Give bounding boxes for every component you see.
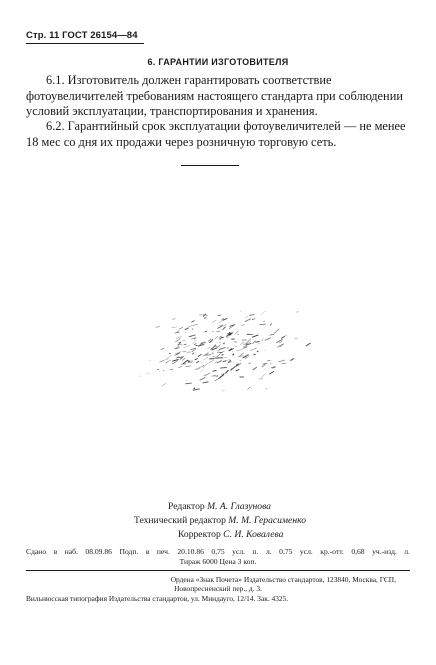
speckle-mark: [259, 324, 265, 325]
speckle-mark: [263, 321, 265, 322]
speckle-mark: [195, 359, 198, 360]
speckle-mark: [179, 327, 183, 329]
paragraph-6-1: [26, 73, 410, 120]
speckle-mark: [270, 334, 275, 335]
speckle-mark: [269, 371, 274, 374]
credit-editor: [168, 500, 271, 514]
speckle-mark: [258, 344, 260, 345]
speckle-mark: [184, 345, 190, 348]
speckle-mark: [286, 335, 287, 336]
credit-technical-editor: [134, 514, 306, 528]
speckle-mark: [185, 328, 189, 330]
speckle-mark: [277, 346, 279, 347]
speckle-mark: [209, 360, 215, 363]
speckle-mark: [270, 323, 272, 325]
speckle-mark: [252, 319, 255, 320]
paragraph-text: 6.1. Изготовитель должен гарантировать соответствие фотоувеличителей требованиям настоящего стандарта при соблюдении условий эксплуатации, транспортирования и хранения.: [26, 73, 403, 118]
speckle-mark: [146, 373, 148, 374]
speckle-mark: [226, 370, 229, 373]
publisher-block: [26, 575, 410, 603]
speckle-mark: [275, 329, 280, 334]
speckle-mark: [218, 326, 223, 329]
speckle-mark: [217, 354, 221, 357]
speckle-mark: [253, 367, 257, 370]
speckle-mark: [214, 336, 217, 339]
speckle-mark: [217, 361, 221, 363]
speckle-mark: [194, 343, 196, 345]
speckle-mark: [184, 344, 186, 345]
speckle-mark: [243, 347, 248, 349]
speckle-mark: [185, 383, 192, 384]
speckle-mark: [240, 342, 244, 345]
speckle-mark: [183, 340, 185, 341]
speckle-mark: [246, 316, 248, 318]
speckle-mark: [191, 321, 194, 323]
credit-role: Корректор: [178, 529, 221, 540]
speckle-mark: [182, 358, 186, 361]
credit-proofreader: [178, 528, 283, 542]
speckle-mark: [163, 348, 164, 349]
speckle-mark: [194, 388, 195, 389]
credit-name: С. И. Ковалева: [223, 529, 284, 540]
paragraph-text: 6.2. Гарантийный срок эксплуатации фотоувеличителей — не менее 18 мес со дня их продажи через розничную торговую сеть.: [26, 119, 406, 149]
speckle-mark: [249, 314, 254, 315]
speckle-mark: [297, 311, 299, 312]
speckle-mark: [222, 318, 224, 319]
speckle-mark: [196, 361, 199, 363]
speckle-mark: [166, 360, 171, 363]
speckle-mark: [203, 357, 208, 360]
speckle-mark: [176, 337, 182, 339]
publisher-line-2: Новопресненский пер., д. 3.: [174, 584, 262, 594]
speckle-mark: [200, 377, 206, 380]
speckle-mark: [208, 347, 210, 349]
speckle-mark: [165, 358, 169, 360]
section-end-rule: [181, 165, 239, 166]
speckle-mark: [233, 354, 235, 355]
speckle-mark: [213, 370, 217, 371]
speckle-mark: [261, 374, 265, 378]
speckle-mark: [222, 327, 225, 330]
speckle-mark: [219, 325, 223, 326]
speckle-mark: [223, 324, 226, 327]
credit-role: Редактор: [168, 501, 205, 512]
speckle-mark: [280, 344, 284, 347]
speckle-mark: [183, 351, 186, 352]
speckle-mark: [263, 363, 268, 364]
speckle-mark: [229, 332, 230, 333]
speckle-mark: [162, 383, 167, 386]
speckle-mark: [276, 339, 282, 343]
speckle-mark: [191, 324, 197, 326]
speckle-mark: [246, 339, 251, 344]
speckle-mark: [226, 362, 228, 364]
publisher-line-1: Ордена «Знак Почета» Издательство стандартов, 123840, Москва, ГСП,: [170, 575, 396, 584]
section-title: 6. ГАРАНТИИ ИЗГОТОВИТЕЛЯ: [147, 57, 289, 67]
speckle-mark: [178, 366, 181, 367]
speckle-mark: [223, 361, 226, 362]
speckle-mark: [236, 369, 240, 371]
speckle-mark: [183, 360, 188, 364]
speckle-mark: [222, 391, 225, 392]
speckle-mark: [241, 324, 245, 325]
paragraph-6-2: [26, 119, 410, 150]
speckle-mark: [192, 353, 194, 355]
credit-name: М. А. Глазунова: [207, 501, 271, 512]
speckle-mark: [222, 354, 224, 355]
speckle-mark: [205, 331, 208, 332]
speckle-mark: [186, 380, 187, 381]
speckle-mark: [247, 387, 250, 390]
speckle-mark: [219, 320, 224, 322]
speckle-mark: [219, 374, 224, 378]
speckle-mark: [200, 369, 204, 373]
speckle-mark: [220, 352, 223, 353]
speckle-mark: [218, 315, 222, 316]
speckle-mark: [220, 368, 227, 369]
speckle-mark: [217, 350, 219, 351]
page-header: [26, 30, 138, 41]
speckle-mark: [186, 366, 191, 367]
page-reference: Стр. 11 ГОСТ 26154—84: [26, 30, 138, 41]
speckle-mark: [254, 335, 259, 337]
credit-name: М. М. Герасименко: [228, 515, 306, 526]
speckle-mark: [227, 364, 228, 365]
speckle-mark: [236, 350, 243, 351]
imprint-separator: [26, 570, 410, 571]
speckle-mark: [253, 354, 255, 355]
speckle-mark: [240, 361, 241, 362]
speckle-mark: [250, 348, 256, 351]
speckle-mark: [212, 320, 217, 323]
speckle-mark: [219, 343, 220, 344]
header-rule: [26, 43, 144, 44]
speckle-mark: [294, 338, 297, 339]
speckle-mark: [255, 341, 259, 342]
speckle-mark: [185, 332, 186, 333]
speckle-mark: [195, 369, 200, 370]
speckle-mark: [169, 356, 172, 357]
speckle-mark: [203, 355, 205, 356]
credit-role: Технический редактор: [134, 515, 226, 526]
imprint-line-2: Тираж 6000 Цена 3 коп.: [179, 556, 257, 566]
speckle-mark: [262, 364, 266, 367]
speckle-mark: [306, 343, 311, 346]
speckle-mark: [223, 343, 225, 344]
speckle-mark: [171, 327, 177, 328]
imprint-line-1: Сдано в наб. 08.09.86 Подп. в печ. 20.10.86 0,75 усл. п. л. 0,75 усл. кр.-отт. 0,68 уч.-изд. л.: [26, 547, 410, 556]
speckle-mark: [243, 346, 247, 347]
imprint-block: [26, 547, 410, 566]
speckle-mark: [278, 360, 285, 362]
speckle-mark: [189, 335, 196, 337]
speckle-mark: [290, 359, 294, 361]
speckle-mark: [203, 382, 209, 383]
speckle-mark: [219, 348, 226, 350]
speckle-mark: [215, 361, 218, 363]
speckle-mark: [238, 356, 244, 357]
speckle-mark: [265, 338, 271, 341]
speckle-mark: [189, 326, 192, 327]
speckle-mark: [160, 360, 165, 362]
speckle-mark: [262, 338, 263, 339]
speckle-mark: [215, 378, 220, 381]
speckle-mark: [198, 354, 202, 356]
speckle-mark: [174, 354, 180, 356]
speckle-mark: [213, 331, 214, 332]
speckle-mark: [252, 341, 255, 344]
speckle-mark: [148, 373, 150, 374]
speckle-mark: [281, 336, 284, 338]
speckle-mark: [204, 373, 210, 376]
speckle-mark: [245, 319, 251, 322]
speckle-mark: [257, 351, 258, 352]
scan-speckle-artifact: [120, 290, 320, 410]
printer-line: Вильнюсская типография Издательства стандартов, ул. Миндауго, 12/14. Зак. 4325.: [26, 593, 289, 603]
speckle-mark: [261, 311, 266, 315]
speckle-mark: [175, 339, 180, 342]
speckle-mark: [172, 318, 175, 320]
